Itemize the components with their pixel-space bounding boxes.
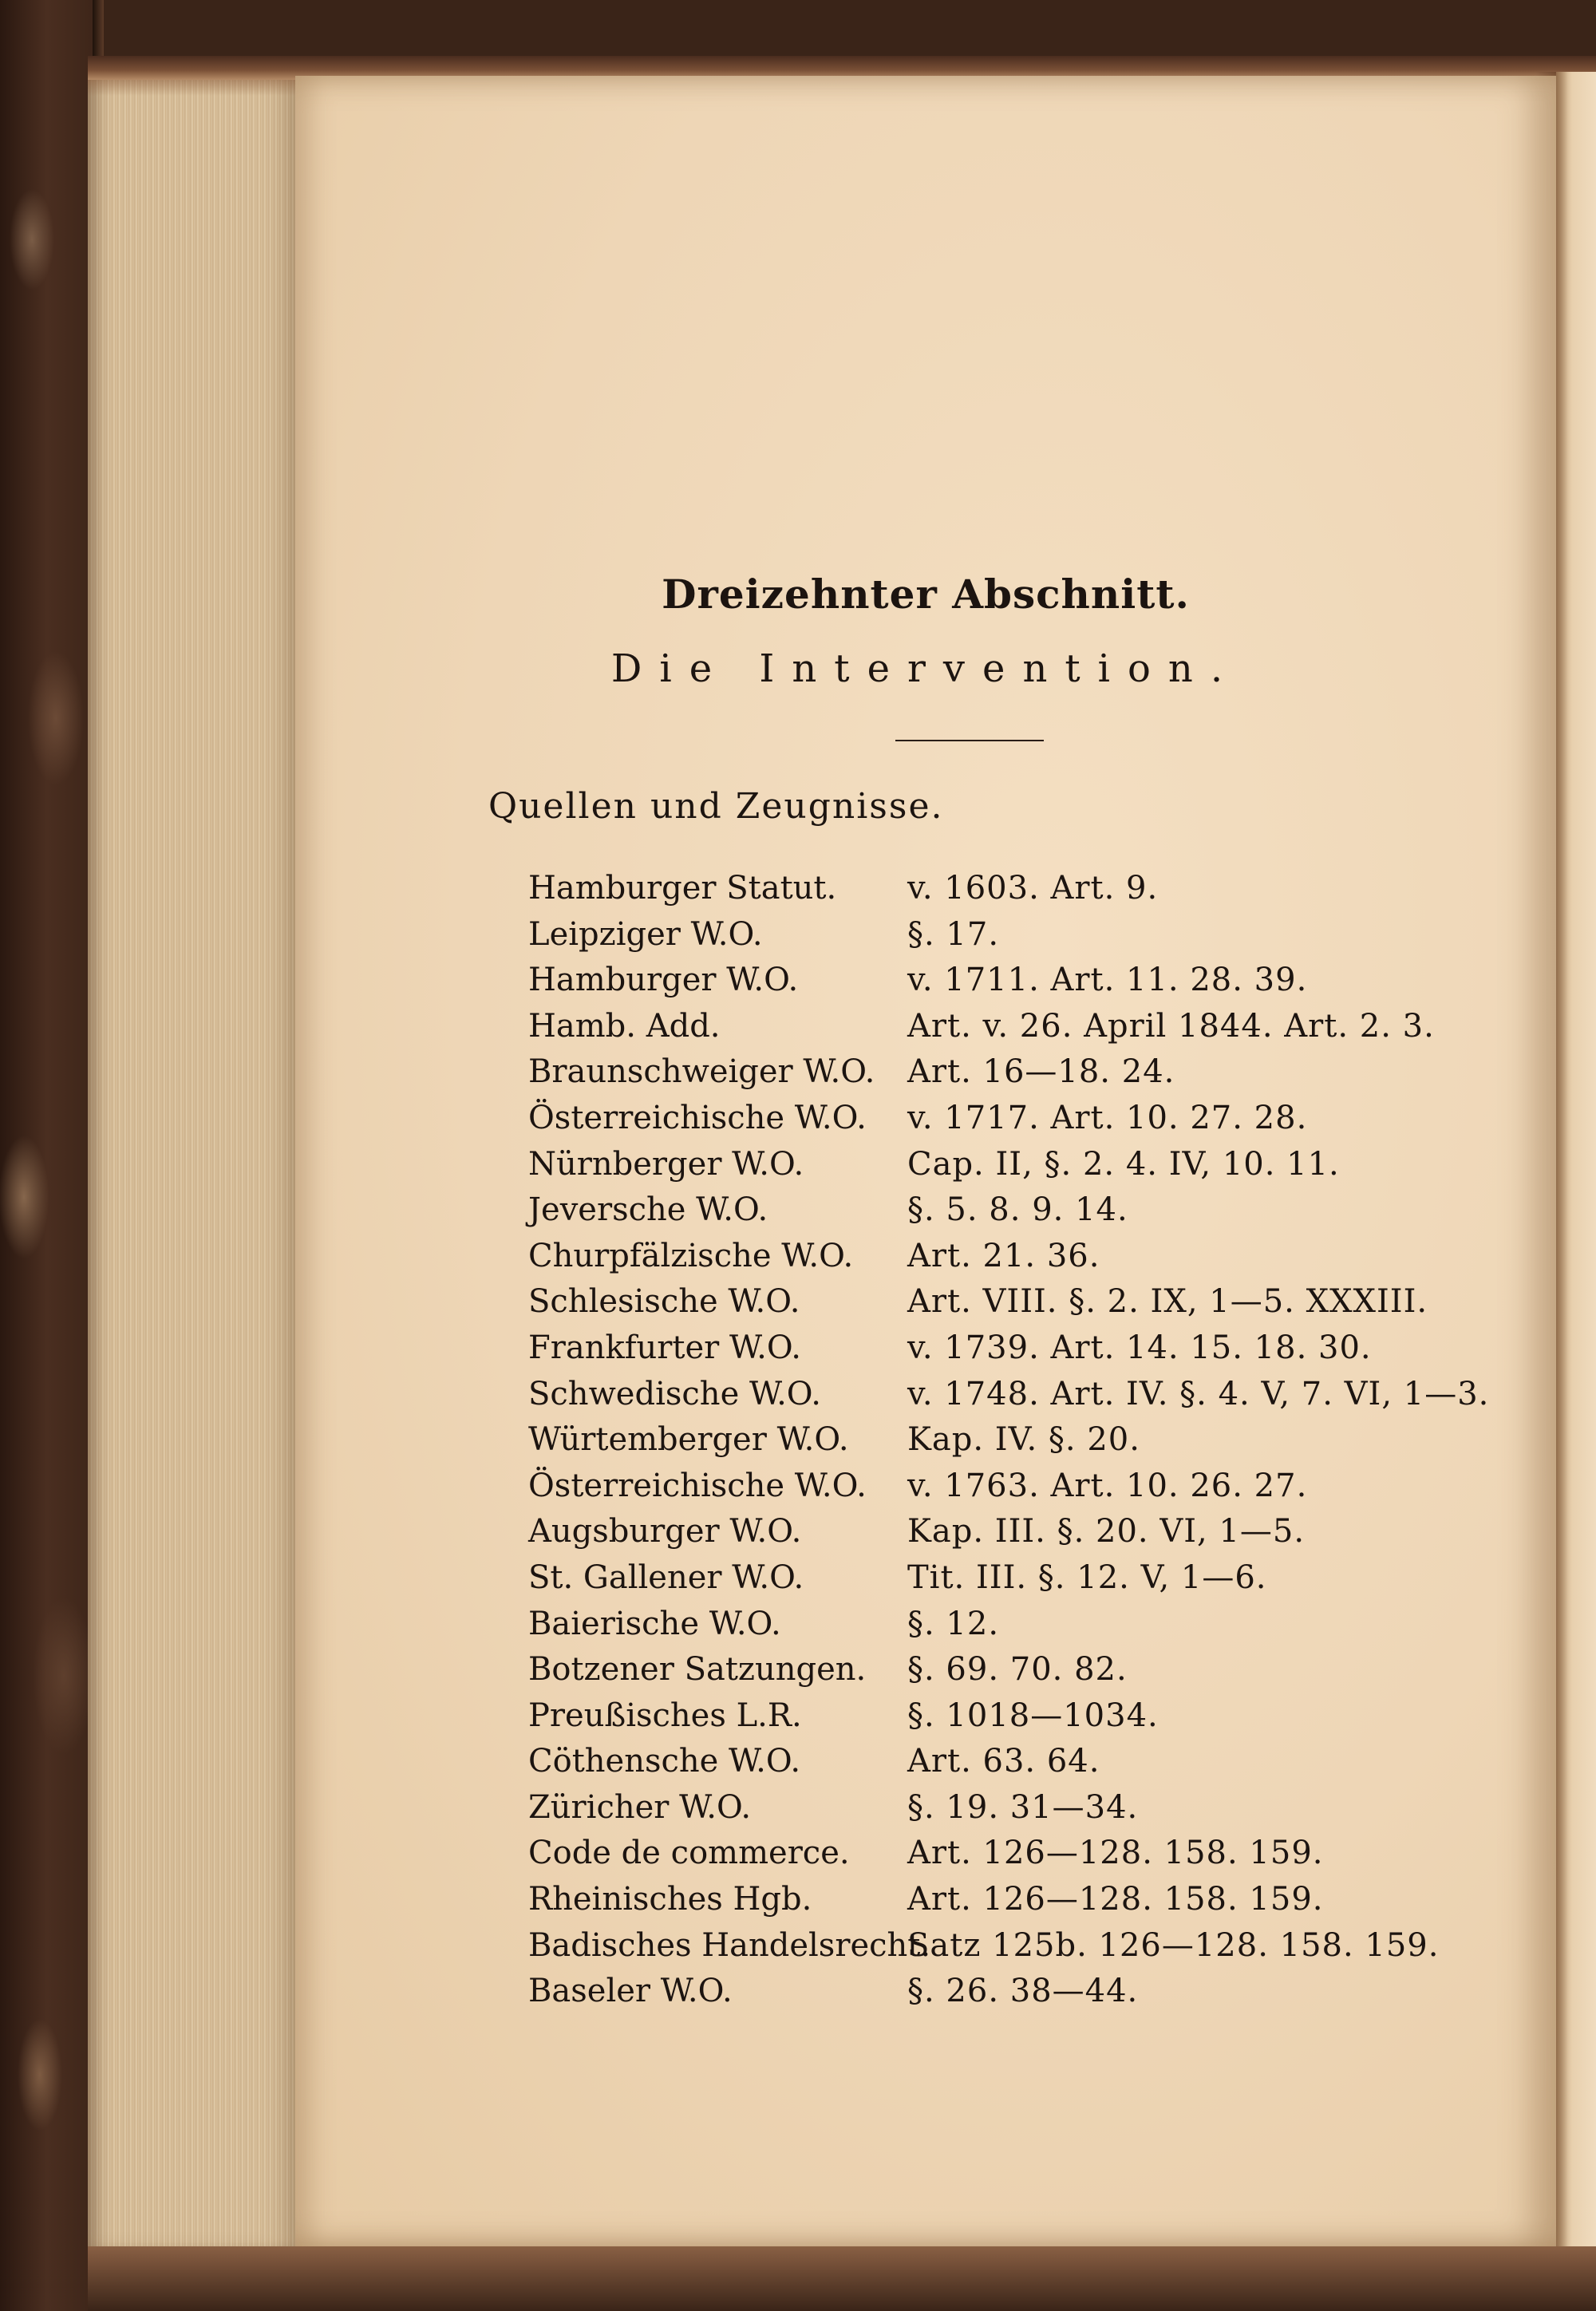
source-row bbox=[528, 1602, 1534, 1648]
source-name: Cöthensche W.O. bbox=[528, 1743, 801, 1780]
source-reference: v. 1763. Art. 10. 26. 27. bbox=[907, 1467, 1308, 1504]
book-page bbox=[295, 76, 1556, 2246]
source-name: Frankfurter W.O. bbox=[528, 1329, 801, 1366]
source-row bbox=[528, 1739, 1534, 1785]
section-title: Dreizehnter Abschnitt. bbox=[662, 571, 1190, 618]
source-row bbox=[528, 1464, 1534, 1510]
source-name: Würtemberger W.O. bbox=[528, 1421, 849, 1459]
source-name: Hamburger Statut. bbox=[528, 870, 837, 907]
source-reference: §. 17. bbox=[907, 915, 1000, 953]
source-reference: v. 1748. Art. IV. §. 4. V, 7. VI, 1—3. bbox=[907, 1375, 1490, 1412]
source-reference: Art. 21. 36. bbox=[907, 1237, 1100, 1274]
source-reference: Art. VIII. §. 2. IX, 1—5. XXXIII. bbox=[907, 1283, 1428, 1321]
source-reference: §. 69. 70. 82. bbox=[907, 1651, 1128, 1689]
source-reference: Kap. IV. §. 20. bbox=[907, 1421, 1140, 1459]
source-row bbox=[528, 1417, 1534, 1464]
source-reference: §. 12. bbox=[907, 1605, 1000, 1642]
source-reference: Kap. III. §. 20. VI, 1—5. bbox=[907, 1513, 1306, 1551]
source-name: Jeversche W.O. bbox=[528, 1191, 768, 1229]
source-name: Code de commerce. bbox=[528, 1835, 850, 1872]
source-reference: Art. 126—128. 158. 159. bbox=[907, 1835, 1324, 1872]
source-reference: Art. 126—128. 158. 159. bbox=[907, 1881, 1324, 1918]
divider-rule bbox=[895, 740, 1044, 741]
source-row bbox=[528, 1325, 1534, 1372]
source-name: Schwedische W.O. bbox=[528, 1375, 821, 1412]
source-reference: §. 26. 38—44. bbox=[907, 1973, 1139, 2010]
source-name: Züricher W.O. bbox=[528, 1788, 752, 1826]
source-row bbox=[528, 1279, 1534, 1325]
source-row bbox=[528, 1693, 1534, 1740]
source-row bbox=[528, 1923, 1534, 1969]
source-row bbox=[528, 866, 1534, 912]
source-name: Botzener Satzungen. bbox=[528, 1651, 867, 1689]
source-name: Baseler W.O. bbox=[528, 1973, 733, 2010]
source-row bbox=[528, 1647, 1534, 1693]
source-name: Österreichische W.O. bbox=[528, 1467, 867, 1504]
binding-bottom bbox=[88, 2246, 1596, 2311]
source-row bbox=[528, 1877, 1534, 1923]
source-reference: Tit. III. §. 12. V, 1—6. bbox=[907, 1558, 1267, 1596]
sources-heading: Quellen und Zeugnisse. bbox=[488, 786, 944, 827]
source-reference: §. 1018—1034. bbox=[907, 1697, 1159, 1734]
source-reference: Satz 125b. 126—128. 158. 159. bbox=[907, 1926, 1440, 1964]
source-reference: §. 19. 31—34. bbox=[907, 1788, 1139, 1826]
source-name: Augsburger W.O. bbox=[528, 1513, 802, 1551]
source-name: Baierische W.O. bbox=[528, 1605, 781, 1642]
section-subtitle: Die Intervention. bbox=[610, 646, 1241, 691]
source-row bbox=[528, 1969, 1534, 2015]
source-name: Badisches Handelsrecht. bbox=[528, 1926, 931, 1964]
source-reference: §. 5. 8. 9. 14. bbox=[907, 1191, 1128, 1229]
source-name: Hamb. Add. bbox=[528, 1007, 721, 1045]
source-name: Leipziger W.O. bbox=[528, 915, 763, 953]
source-reference: v. 1739. Art. 14. 15. 18. 30. bbox=[907, 1329, 1372, 1366]
source-row bbox=[528, 1509, 1534, 1555]
source-name: St. Gallener W.O. bbox=[528, 1558, 804, 1596]
source-reference: Art. 63. 64. bbox=[907, 1743, 1100, 1780]
page-edges bbox=[88, 64, 303, 2258]
source-row bbox=[528, 1049, 1534, 1096]
source-name: Hamburger W.O. bbox=[528, 962, 799, 999]
source-name: Nürnberger W.O. bbox=[528, 1145, 804, 1183]
source-name: Schlesische W.O. bbox=[528, 1283, 800, 1321]
source-reference: Art. 16—18. 24. bbox=[907, 1053, 1175, 1091]
source-name: Braunschweiger W.O. bbox=[528, 1053, 875, 1091]
source-row bbox=[528, 1004, 1534, 1050]
source-reference: v. 1717. Art. 10. 27. 28. bbox=[907, 1099, 1308, 1136]
source-reference: v. 1603. Art. 9. bbox=[907, 870, 1159, 907]
source-row bbox=[528, 1555, 1534, 1602]
source-reference: Cap. II, §. 2. 4. IV, 10. 11. bbox=[907, 1145, 1340, 1183]
source-name: Preußisches L.R. bbox=[528, 1697, 802, 1734]
sources-list bbox=[528, 866, 1534, 2015]
source-row bbox=[528, 1372, 1534, 1418]
source-row bbox=[528, 1831, 1534, 1877]
source-name: Österreichische W.O. bbox=[528, 1099, 867, 1136]
source-row bbox=[528, 1142, 1534, 1188]
source-reference: Art. v. 26. April 1844. Art. 2. 3. bbox=[907, 1007, 1435, 1045]
source-reference: v. 1711. Art. 11. 28. 39. bbox=[907, 962, 1308, 999]
source-row bbox=[528, 958, 1534, 1004]
source-row bbox=[528, 912, 1534, 958]
source-row bbox=[528, 1785, 1534, 1831]
source-row bbox=[528, 1187, 1534, 1234]
source-name: Churpfälzische W.O. bbox=[528, 1237, 854, 1274]
source-row bbox=[528, 1234, 1534, 1280]
source-name: Rheinisches Hgb. bbox=[528, 1881, 812, 1918]
source-row bbox=[528, 1096, 1534, 1142]
